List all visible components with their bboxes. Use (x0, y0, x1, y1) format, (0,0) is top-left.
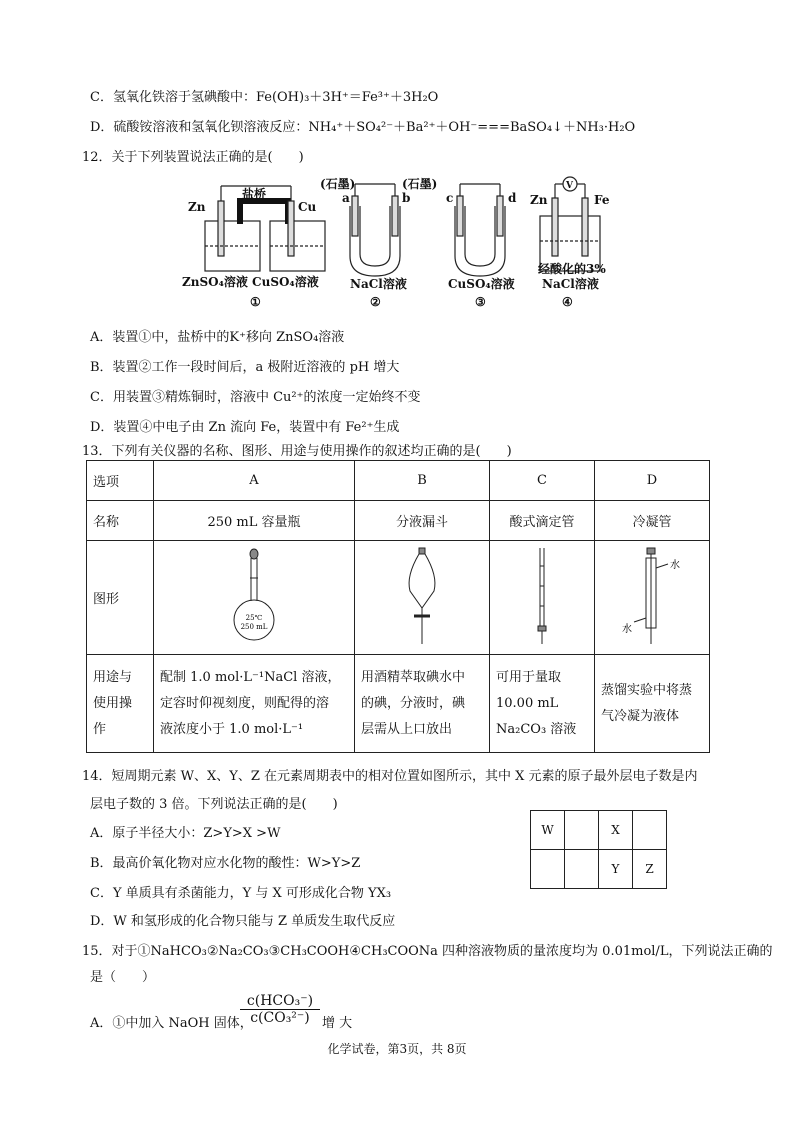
header-option: 选项 (87, 461, 154, 501)
svg-text:Fe: Fe (594, 193, 610, 207)
page-footer: 化学试卷，第3页，共 8页 (327, 1042, 467, 1056)
svg-text:Cu: Cu (298, 200, 317, 214)
option-12a: A．装置①中，盐桥中的K⁺移向 ZnSO₄溶液 (90, 330, 345, 345)
use-d: 蒸馏实验中将蒸 气冷凝为液体 (595, 655, 710, 753)
option-12c: C．用装置③精炼铜时，溶液中 Cu²⁺的浓度一定始终不变 (90, 390, 421, 405)
question-14-cont: 层电子数的 3 倍。下列说法正确的是( ) (90, 797, 338, 812)
electrochem-apparatus-figure (180, 176, 640, 316)
svg-text:④: ④ (562, 295, 573, 309)
svg-text:c: c (446, 191, 454, 205)
option-12b: B．装置②工作一段时间后，a 极附近溶液的 pH 增大 (90, 360, 400, 375)
question-13: 13．下列有关仪器的名称、图形、用途与使用操作的叙述均正确的是( ) (82, 444, 512, 459)
svg-text:ZnSO₄溶液 CuSO₄溶液: ZnSO₄溶液 CuSO₄溶液 (182, 275, 319, 289)
option-11d: D．硫酸铵溶液和氢氧化钡溶液反应：NH₄⁺＋SO₄²⁻＋Ba²⁺＋OH⁻===BaSO₄↓＋NH₃·H₂O (90, 120, 636, 135)
concentration-ratio: c(HCO₃⁻) c(CO₃²⁻) (240, 993, 320, 1026)
cell-z: Z (633, 850, 667, 889)
flask-temp-label: 25℃ (245, 613, 263, 622)
option-11c: C．氢氧化铁溶于氢碘酸中：Fe(OH)₃＋3H⁺＝Fe³⁺＋3H₂O (90, 90, 439, 105)
svg-text:Zn: Zn (188, 200, 206, 214)
option-12d: D．装置④中电子由 Zn 流向 Fe，装置中有 Fe²⁺生成 (90, 420, 400, 435)
option-14c: C．Y 单质具有杀菌能力，Y 与 X 可形成化合物 YX₃ (90, 886, 392, 901)
svg-text:NaCl溶液: NaCl溶液 (542, 277, 599, 291)
option-14d: D．W 和氢形成的化合物只能与 Z 单质发生取代反应 (90, 914, 396, 929)
name-label: 名称 (87, 501, 154, 541)
question-15-cont: 是（ ） (90, 970, 156, 985)
cell-y: Y (599, 850, 633, 889)
svg-text:(石墨): (石墨) (320, 177, 356, 191)
svg-text:①: ① (250, 295, 261, 309)
svg-text:NaCl溶液: NaCl溶液 (350, 277, 407, 291)
water-in-label: 水 (622, 623, 632, 635)
header-b: B (355, 461, 490, 501)
use-b: 用酒精萃取碘水中 的碘，分液时，碘 层需从上口放出 (355, 655, 490, 753)
svg-text:a: a (342, 191, 350, 205)
svg-text:b: b (402, 191, 411, 205)
use-label: 用途与 使用操 作 (87, 655, 154, 753)
svg-text:d: d (508, 191, 517, 205)
instrument-table (86, 460, 710, 753)
name-d: 冷凝管 (595, 501, 710, 541)
cell-x: X (599, 811, 633, 850)
svg-text:经酸化的3%: 经酸化的3% (538, 262, 606, 276)
option-14a: A．原子半径大小：Z>Y>X >W (90, 826, 281, 841)
question-14: 14．短周期元素 W、X、Y、Z 在元素周期表中的相对位置如图所示，其中 X 元素的原子最外层电子数是内 (82, 769, 698, 784)
name-a: 250 mL 容量瓶 (154, 501, 355, 541)
option-15a-tail: 增 大 (322, 1016, 353, 1031)
svg-text:(石墨): (石墨) (402, 177, 438, 191)
header-a: A (154, 461, 355, 501)
condenser-drawing (612, 546, 692, 646)
separatory-funnel-drawing (402, 546, 442, 646)
name-c: 酸式滴定管 (490, 501, 595, 541)
name-b: 分液漏斗 (355, 501, 490, 541)
use-a: 配制 1.0 mol·L⁻¹NaCl 溶液， 定容时仰视刻度，则配得的溶 液浓度小于 1.0 mol·L⁻¹ (154, 655, 355, 753)
option-15a: A．①中加入 NaOH 固体， (90, 1016, 253, 1031)
svg-text:③: ③ (475, 295, 486, 309)
periodic-table-fragment (530, 810, 667, 889)
svg-text:盐桥: 盐桥 (242, 187, 267, 201)
svg-text:②: ② (370, 295, 381, 309)
water-out-label: 水 (670, 559, 680, 571)
header-d: D (595, 461, 710, 501)
acid-burette-drawing (527, 546, 557, 646)
svg-text:V: V (566, 181, 573, 191)
cell-w: W (531, 811, 565, 850)
volumetric-flask-drawing (224, 546, 284, 646)
svg-text:CuSO₄溶液: CuSO₄溶液 (448, 277, 515, 291)
header-c: C (490, 461, 595, 501)
question-12: 12．关于下列装置说法正确的是( ) (82, 150, 304, 165)
option-14b: B．最高价氧化物对应水化物的酸性：W>Y>Z (90, 856, 361, 871)
flask-volume-label: 250 mL (240, 622, 268, 631)
svg-text:Zn: Zn (530, 193, 548, 207)
question-15: 15．对于①NaHCO₃②Na₂CO₃③CH₃COOH④CH₃COONa 四种溶液物质的量浓度均为 0.01mol/L，下列说法正确的 (82, 944, 773, 959)
figure-label: 图形 (87, 541, 154, 655)
use-c: 可用于量取 10.00 mL Na₂CO₃ 溶液 (490, 655, 595, 753)
